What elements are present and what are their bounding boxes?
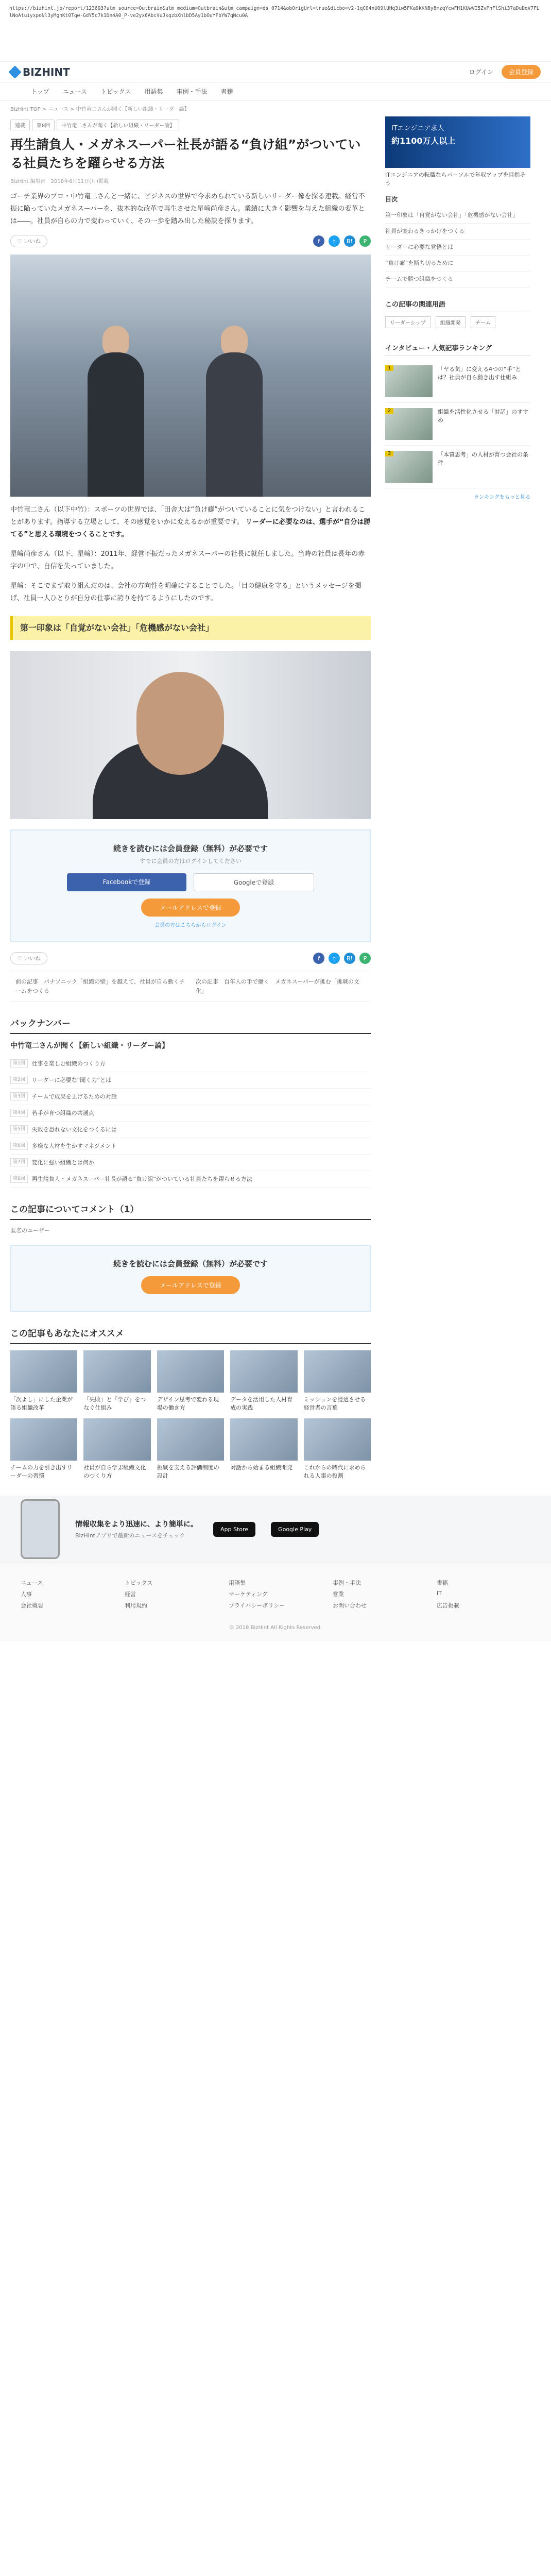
footer-link[interactable]: 利用規約 — [125, 1602, 147, 1609]
article-meta: BizHint 編集部 2018年6月11日(月)掲載 — [10, 179, 109, 184]
list-item[interactable]: 第8回 再生請負人・メガネスーパー社長が語る“負け組”がついている社員たちを躍らせる方法 — [10, 1171, 371, 1188]
pocket-share-icon[interactable]: P — [359, 235, 371, 247]
hatena-share-icon[interactable]: B! — [344, 953, 355, 964]
toc-item[interactable]: 第一印象は「自覚がない会社」「危機感がない会社」 — [385, 208, 530, 224]
card-thumbnail — [304, 1350, 371, 1393]
related-term[interactable]: チーム — [471, 316, 495, 328]
email-register-button[interactable]: メールアドレスで登録 — [141, 899, 240, 917]
footer-link[interactable]: マーケティング — [229, 1591, 268, 1598]
recommend-card[interactable]: 社員が自ら学ぶ組織文化のつくり方 — [83, 1418, 150, 1480]
logo-text: BIZHINT — [23, 65, 70, 78]
footer-link[interactable]: ニュース — [21, 1580, 43, 1586]
ranking-more-link[interactable]: ランキングをもっと見る — [474, 495, 530, 500]
toc-item[interactable]: チームで勝つ組織をつくる — [385, 272, 530, 287]
comments-heading: この記事についてコメント（1） — [10, 1202, 371, 1220]
recommend-card[interactable]: チームの力を引き出すリーダーの習慣 — [10, 1418, 77, 1480]
ranking-thumbnail: 1 — [385, 365, 433, 397]
list-item[interactable]: 第2回 リーダーに必要な“聞く力”とは — [10, 1072, 371, 1089]
address-bar[interactable] — [0, 0, 551, 62]
card-thumbnail — [83, 1350, 150, 1393]
backnumber-list — [10, 1056, 371, 1188]
paragraph-1-strong: リーダーに必要なのは、選手が“自分は勝てる”と思える環境をつくることです。 — [10, 518, 371, 538]
nav-books[interactable]: 書籍 — [220, 88, 233, 95]
related-term[interactable]: 組織開発 — [436, 316, 466, 328]
app-promo-title: 情報収集をより迅速に、より簡単に。 — [75, 1520, 198, 1529]
card-thumbnail — [304, 1418, 371, 1461]
sidebar-ad-banner[interactable] — [385, 116, 530, 168]
bizhint-logo[interactable] — [10, 66, 70, 78]
backnumber-heading: バックナンバー — [10, 1016, 371, 1034]
comment-gate — [10, 1245, 371, 1312]
tag-series[interactable]: 連載 — [10, 120, 30, 130]
url-text: https://bizhint.jp/report/123693?utm_source=Outbrain&utm_medium=Outbrain&utm_campaign=ds_0714&obOrigUrl=true&dicbo=v2-1qC04nU09lUHq3iw5FKa9kKN8y8mzqYcwFH1KUwVI5ZvPhFlShi37aDuDqV7FLlNoAtuiyxpoNl3yMgnKt0Tqw-GdY5c7k1Dn4A0_P-ve2yx6AbcVuJkqzbXhlbD5Ay1bOuYFbYW7qNcu0A — [9, 6, 540, 19]
toc-item[interactable]: “負け癖”を断ち切るために — [385, 256, 530, 272]
recommend-card[interactable]: デザイン思考で変わる現場の働き方 — [157, 1350, 224, 1412]
ranking-thumbnail: 2 — [385, 408, 433, 440]
ad-line: ITエンジニア求人 — [391, 125, 444, 132]
nav-glossary[interactable]: 用語集 — [144, 88, 163, 95]
recommend-card[interactable]: 「次よし」にした企業が語る組織改革 — [10, 1350, 77, 1412]
toc-item[interactable]: リーダーに必要な覚悟とは — [385, 240, 530, 256]
nav-news[interactable]: ニュース — [62, 88, 88, 95]
toc-title: 目次 — [385, 196, 398, 203]
app-promo-sub: BizHintアプリで最新のニュースをチェック — [75, 1532, 185, 1539]
facebook-register-button[interactable]: Facebookで登録 — [67, 873, 186, 891]
comment-gate-title: 続きを読むには会員登録（無料）が必要です — [113, 1259, 268, 1268]
section-heading: 第一印象は「自覚がない会社」「危機感がない会社」 — [10, 616, 371, 640]
card-thumbnail — [157, 1350, 224, 1393]
card-thumbnail — [230, 1350, 297, 1393]
card-thumbnail — [157, 1418, 224, 1461]
recommend-card[interactable]: 対話から始まる組織開発 — [230, 1418, 297, 1480]
google-play-button[interactable]: Google Play — [271, 1522, 319, 1537]
comment-user: 匿名のユーザー — [10, 1227, 50, 1234]
google-register-button[interactable]: Googleで登録 — [194, 873, 314, 891]
top-navigation — [0, 62, 551, 82]
twitter-share-icon[interactable]: t — [329, 235, 340, 247]
like-button[interactable]: ♡ いいね — [10, 235, 47, 247]
ranking-heading: インタビュー・人気記事ランキング — [385, 343, 530, 356]
footer-link[interactable]: 営業 — [333, 1591, 344, 1598]
footer-link[interactable]: 会社概要 — [21, 1602, 43, 1609]
facebook-share-icon[interactable]: f — [313, 953, 324, 964]
gate-title: 続きを読むには会員登録（無料）が必要です — [113, 844, 268, 853]
footer-link[interactable]: 人事 — [21, 1591, 32, 1598]
article-title: 再生請負人・メガネスーパー社長が語る“負け組”がついている社員たちを躍らせる方法 — [10, 137, 361, 171]
tag-episode: 第8回 — [32, 120, 55, 130]
ranking-item[interactable]: 3 「本質思考」の人材が育つ会社の条件 — [385, 446, 530, 488]
copyright: © 2018 BizHint All Rights Reserved. — [229, 1625, 322, 1631]
recommend-card[interactable]: 挑戦を支える評価制度の設計 — [157, 1418, 224, 1480]
paragraph-3: 星﨑：そこでまず取り組んだのは、会社の方向性を明確にすることでした。「目の健康を守る」というメッセージを掲げ、社員一人ひとりが自分の仕事に誇りを持てるようにしたのです。 — [10, 582, 361, 602]
list-item[interactable]: 第5回 失敗を恐れない文化をつくるには — [10, 1122, 371, 1138]
footer-link[interactable]: お問い合わせ — [333, 1602, 367, 1609]
backnumber-series-title: 中竹竜二さんが聞く【新しい組織・リーダー論】 — [10, 1042, 169, 1050]
logo-mark-icon — [8, 65, 21, 78]
ranking-item[interactable]: 1 「ヤる気」に変える4つの“手”とは？社員が自ら動き出す仕組み — [385, 360, 530, 403]
registration-gate — [10, 829, 371, 942]
footer-link[interactable]: IT — [437, 1590, 442, 1597]
app-store-button[interactable]: App Store — [213, 1522, 255, 1537]
card-thumbnail — [230, 1418, 297, 1461]
footer-link[interactable]: 広告掲載 — [437, 1602, 459, 1609]
toc-item[interactable]: 社員が変わるきっかけをつくる — [385, 224, 530, 240]
gate-subtitle: すでに会員の方はログインしてください — [140, 858, 242, 865]
list-item[interactable]: 第7回 変化に強い組織とは何か — [10, 1155, 371, 1171]
portrait-photo — [10, 651, 371, 819]
article-lead: ゴーチ業界のプロ・中竹竜二さんと一緒に、ビジネスの世界で今求められている新しいリーダー像を探る連載。経営不振に陥っていたメガネスーパーを、抜本的な改革で再生させた星﨑尚彦さん。業績に大きく影響を与えた組織の変革とは――。社員が自らの力で変わっていく、その一歩を踏み出した秘訣を探ります。 — [10, 193, 365, 225]
recommend-heading: この記事もあなたにオススメ — [10, 1326, 371, 1344]
recommend-card[interactable]: これからの時代に求められる人事の役割 — [304, 1418, 371, 1480]
prev-article-link[interactable]: 前の記事 パナソニック「組織の壁」を越えて、社員が自ら動くチームをつくる — [15, 978, 185, 994]
register-button[interactable]: 会員登録 — [502, 65, 541, 79]
paragraph-2: 星﨑尚彦さん（以下、星﨑）：2011年、経営不振だったメガネスーパーの社長に就任しました。当時の社員は長年の赤字の中で、自信を失っていました。 — [10, 550, 365, 570]
nav-cases[interactable]: 事例・手法 — [176, 88, 208, 95]
footer-link[interactable]: 事例・手法 — [333, 1580, 361, 1586]
nav-topics[interactable]: トピックス — [100, 88, 131, 95]
tag-series-name[interactable]: 中竹竜二さんが聞く【新しい組織・リーダー論】 — [57, 120, 179, 130]
footer — [0, 1563, 551, 1641]
card-thumbnail — [83, 1418, 150, 1461]
footer-link[interactable]: 経営 — [125, 1591, 136, 1598]
prev-next-navigation — [10, 972, 371, 1002]
pocket-share-icon[interactable]: P — [359, 953, 371, 964]
next-article-link[interactable]: 次の記事 百年人の手で働く メガネスーパーが挑む「挑戦の文化」 — [196, 978, 359, 994]
list-item[interactable]: 第6回 多様な人材を生かすマネジメント — [10, 1138, 371, 1155]
recommend-card[interactable]: 「失敗」と「学び」をつなぐ仕組み — [83, 1350, 150, 1412]
recommend-grid — [10, 1350, 371, 1480]
footer-link[interactable]: 書籍 — [437, 1580, 448, 1586]
ad-caption[interactable]: ITエンジニアの転職ならパーソルで年収アップを目指そう — [385, 172, 526, 187]
footer-link[interactable]: プライバシーポリシー — [229, 1602, 285, 1609]
comment-register-button[interactable]: メールアドレスで登録 — [141, 1276, 240, 1294]
interview-photo — [10, 255, 371, 497]
hatena-share-icon[interactable]: B! — [344, 235, 355, 247]
facebook-share-icon[interactable]: f — [313, 235, 324, 247]
twitter-share-icon[interactable]: t — [329, 953, 340, 964]
category-navigation — [0, 82, 551, 100]
app-promo — [0, 1496, 551, 1563]
footer-link[interactable]: 用語集 — [229, 1580, 246, 1586]
ad-headline: 約1100万人以上 — [391, 136, 456, 146]
nav-top[interactable]: トップ — [31, 88, 49, 95]
card-thumbnail — [10, 1350, 77, 1393]
sidebar — [385, 116, 530, 1480]
list-item[interactable]: 第3回 チームで成果を上げるための対話 — [10, 1089, 371, 1105]
breadcrumb[interactable]: BizHint TOP > ニュース > 中竹竜二さんが聞く【新しい組織・リーダー論】 — [10, 107, 190, 112]
ranking-item[interactable]: 2 組織を活性化させる「対話」のすすめ — [385, 403, 530, 446]
footer-link[interactable]: トピックス — [125, 1580, 153, 1586]
list-item[interactable]: 第1回 仕事を楽しむ組織のつくり方 — [10, 1056, 371, 1072]
gate-login-link[interactable]: 会員の方はこちらからログイン — [154, 923, 227, 928]
ranking-thumbnail: 3 — [385, 451, 433, 483]
recommend-card[interactable]: ミッションを浸透させる経営者の言葉 — [304, 1350, 371, 1412]
login-link[interactable]: ログイン — [469, 69, 493, 76]
card-thumbnail — [10, 1418, 77, 1461]
article-main — [10, 116, 371, 1480]
recommend-card[interactable]: データを活用した人材育成の実践 — [230, 1350, 297, 1412]
phone-mockup — [21, 1499, 60, 1559]
related-term[interactable]: リーダーシップ — [385, 316, 431, 328]
paragraph-1: 中竹竜二さん（以下中竹）：スポーツの世界では、「田舎大は“負け癖”がついていることに気をつけない」と言われることがあります。指導する立場として、その感覚をいかに変えるかが重要です。 リーダーに必要なのは、選手が“自分は勝てる”と思える環境をつくることです。 — [10, 506, 371, 538]
list-item[interactable]: 第4回 若手が育つ組織の共通点 — [10, 1105, 371, 1122]
like-button-bottom[interactable]: ♡ いいね — [10, 952, 47, 964]
related-terms-heading: この記事の関連用語 — [385, 299, 530, 312]
